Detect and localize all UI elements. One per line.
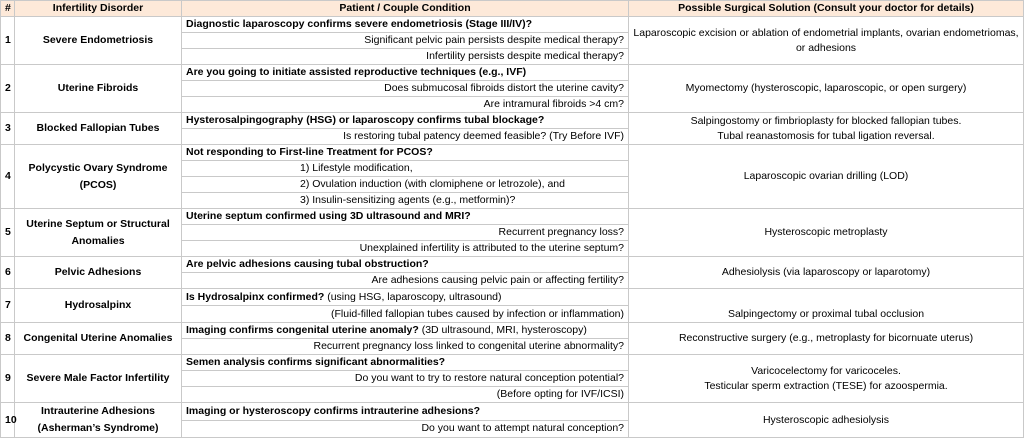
solution-cell[interactable]: Adhesiolysis (via laparoscopy or laparotomy): [629, 257, 1024, 289]
disorder-cell[interactable]: Severe Endometriosis: [15, 17, 182, 65]
row-number[interactable]: 9: [1, 355, 15, 403]
row-number[interactable]: 7: [1, 289, 15, 323]
table-row: [1, 209, 1024, 225]
header-condition[interactable]: Patient / Couple Condition: [182, 1, 629, 17]
solution-cell[interactable]: Hysteroscopic metroplasty: [629, 209, 1024, 257]
solution-cell[interactable]: Laparoscopic excision or ablation of endometrial implants, ovarian endometriomas, or adhesions: [629, 17, 1024, 65]
header-row: [1, 1, 1024, 17]
condition-question-text: Is Hydrosalpinx confirmed?: [186, 290, 325, 303]
condition-sub[interactable]: (Before opting for IVF/ICSI): [182, 387, 629, 403]
condition-sub[interactable]: (Fluid-filled fallopian tubes caused by infection or inflammation): [182, 306, 629, 323]
disorder-cell[interactable]: Uterine Fibroids: [15, 65, 182, 113]
solution-cell[interactable]: [629, 289, 1024, 323]
condition-sub[interactable]: Recurrent pregnancy loss?: [182, 225, 629, 241]
condition-question[interactable]: Not responding to First-line Treatment for PCOS?: [182, 145, 629, 161]
row-number[interactable]: 1: [1, 17, 15, 65]
header-solution[interactable]: Possible Surgical Solution (Consult your doctor for details): [629, 1, 1024, 17]
condition-question[interactable]: Uterine septum confirmed using 3D ultrasound and MRI?: [182, 209, 629, 225]
table-row: [1, 403, 1024, 421]
solution-cell[interactable]: [629, 355, 1024, 403]
condition-question-text: Imaging confirms congenital uterine anomaly?: [186, 324, 419, 336]
row-number[interactable]: 6: [1, 257, 15, 289]
condition-question[interactable]: [182, 289, 629, 306]
row-number[interactable]: 2: [1, 65, 15, 113]
condition-question[interactable]: Are pelvic adhesions causing tubal obstruction?: [182, 257, 629, 273]
disorder-cell[interactable]: Intrauterine Adhesions (Asherman’s Syndrome): [15, 403, 182, 438]
solution-line: Tubal reanastomosis for tubal ligation reversal.: [717, 129, 935, 142]
row-number[interactable]: 8: [1, 323, 15, 355]
condition-sub[interactable]: Unexplained infertility is attributed to the uterine septum?: [182, 241, 629, 257]
disorder-cell[interactable]: Pelvic Adhesions: [15, 257, 182, 289]
solution-line: Salpingectomy or proximal tubal occlusion: [727, 308, 925, 320]
solution-cell[interactable]: Myomectomy (hysteroscopic, laparoscopic, or open surgery): [629, 65, 1024, 113]
condition-list-item[interactable]: 2) Ovulation induction (with clomiphene or letrozole), and: [182, 177, 629, 193]
solution-line: Testicular sperm extraction (TESE) for azoospermia.: [704, 379, 948, 392]
condition-question[interactable]: Are you going to initiate assisted reproductive techniques (e.g., IVF): [182, 65, 629, 81]
condition-sub[interactable]: Is restoring tubal patency deemed feasible? (Try Before IVF): [182, 129, 629, 145]
solution-cell[interactable]: Hysteroscopic adhesiolysis: [629, 403, 1024, 438]
condition-sub[interactable]: Do you want to try to restore natural conception potential?: [182, 371, 629, 387]
table-row: [1, 355, 1024, 371]
table-row: [1, 289, 1024, 306]
condition-question[interactable]: [182, 323, 629, 339]
solution-line: Varicocelectomy for varicoceles.: [751, 364, 901, 377]
condition-sub[interactable]: Are adhesions causing pelvic pain or affecting fertility?: [182, 273, 629, 289]
condition-question[interactable]: Diagnostic laparoscopy confirms severe endometriosis (Stage III/IV)?: [182, 17, 629, 33]
condition-sub[interactable]: Infertility persists despite medical therapy?: [182, 49, 629, 65]
condition-list-item[interactable]: 1) Lifestyle modification,: [182, 161, 629, 177]
header-disorder[interactable]: Infertility Disorder: [15, 1, 182, 17]
condition-question[interactable]: Semen analysis confirms significant abnormalities?: [182, 355, 629, 371]
table-row: [1, 17, 1024, 33]
condition-question[interactable]: Hysterosalpingography (HSG) or laparoscopy confirms tubal blockage?: [182, 113, 629, 129]
solution-cell[interactable]: [629, 113, 1024, 145]
condition-question-detail: (3D ultrasound, MRI, hysteroscopy): [418, 324, 587, 336]
table-row: [1, 65, 1024, 81]
table-row: [1, 323, 1024, 339]
row-number[interactable]: 4: [1, 145, 15, 209]
disorder-cell[interactable]: Uterine Septum or Structural Anomalies: [15, 209, 182, 257]
condition-sub[interactable]: Recurrent pregnancy loss linked to congenital uterine abnormality?: [182, 339, 629, 355]
table-row: [1, 113, 1024, 129]
condition-sub[interactable]: Significant pelvic pain persists despite medical therapy?: [182, 33, 629, 49]
disorder-cell[interactable]: Severe Male Factor Infertility: [15, 355, 182, 403]
disorder-cell[interactable]: Polycystic Ovary Syndrome (PCOS): [15, 145, 182, 209]
row-number[interactable]: 3: [1, 113, 15, 145]
table-row: [1, 145, 1024, 161]
condition-sub[interactable]: Do you want to attempt natural conception?: [182, 420, 629, 438]
solution-cell[interactable]: Laparoscopic ovarian drilling (LOD): [629, 145, 1024, 209]
solution-cell[interactable]: Reconstructive surgery (e.g., metroplasty for bicornuate uterus): [629, 323, 1024, 355]
solution-line: Salpingostomy or fimbrioplasty for blocked fallopian tubes.: [690, 114, 962, 127]
table-row: [1, 257, 1024, 273]
condition-sub[interactable]: Does submucosal fibroids distort the uterine cavity?: [182, 81, 629, 97]
header-num[interactable]: #: [1, 1, 15, 17]
condition-sub[interactable]: Are intramural fibroids >4 cm?: [182, 97, 629, 113]
disorder-cell[interactable]: Blocked Fallopian Tubes: [15, 113, 182, 145]
condition-list-item[interactable]: 3) Insulin-sensitizing agents (e.g., metformin)?: [182, 193, 629, 209]
condition-question[interactable]: Imaging or hysteroscopy confirms intrauterine adhesions?: [182, 403, 629, 421]
condition-question-detail: (using HSG, laparoscopy, ultrasound): [324, 290, 502, 303]
row-number[interactable]: 5: [1, 209, 15, 257]
disorder-cell[interactable]: Congenital Uterine Anomalies: [15, 323, 182, 355]
disorder-cell[interactable]: Hydrosalpinx: [15, 289, 182, 323]
row-number[interactable]: 10: [1, 403, 15, 438]
